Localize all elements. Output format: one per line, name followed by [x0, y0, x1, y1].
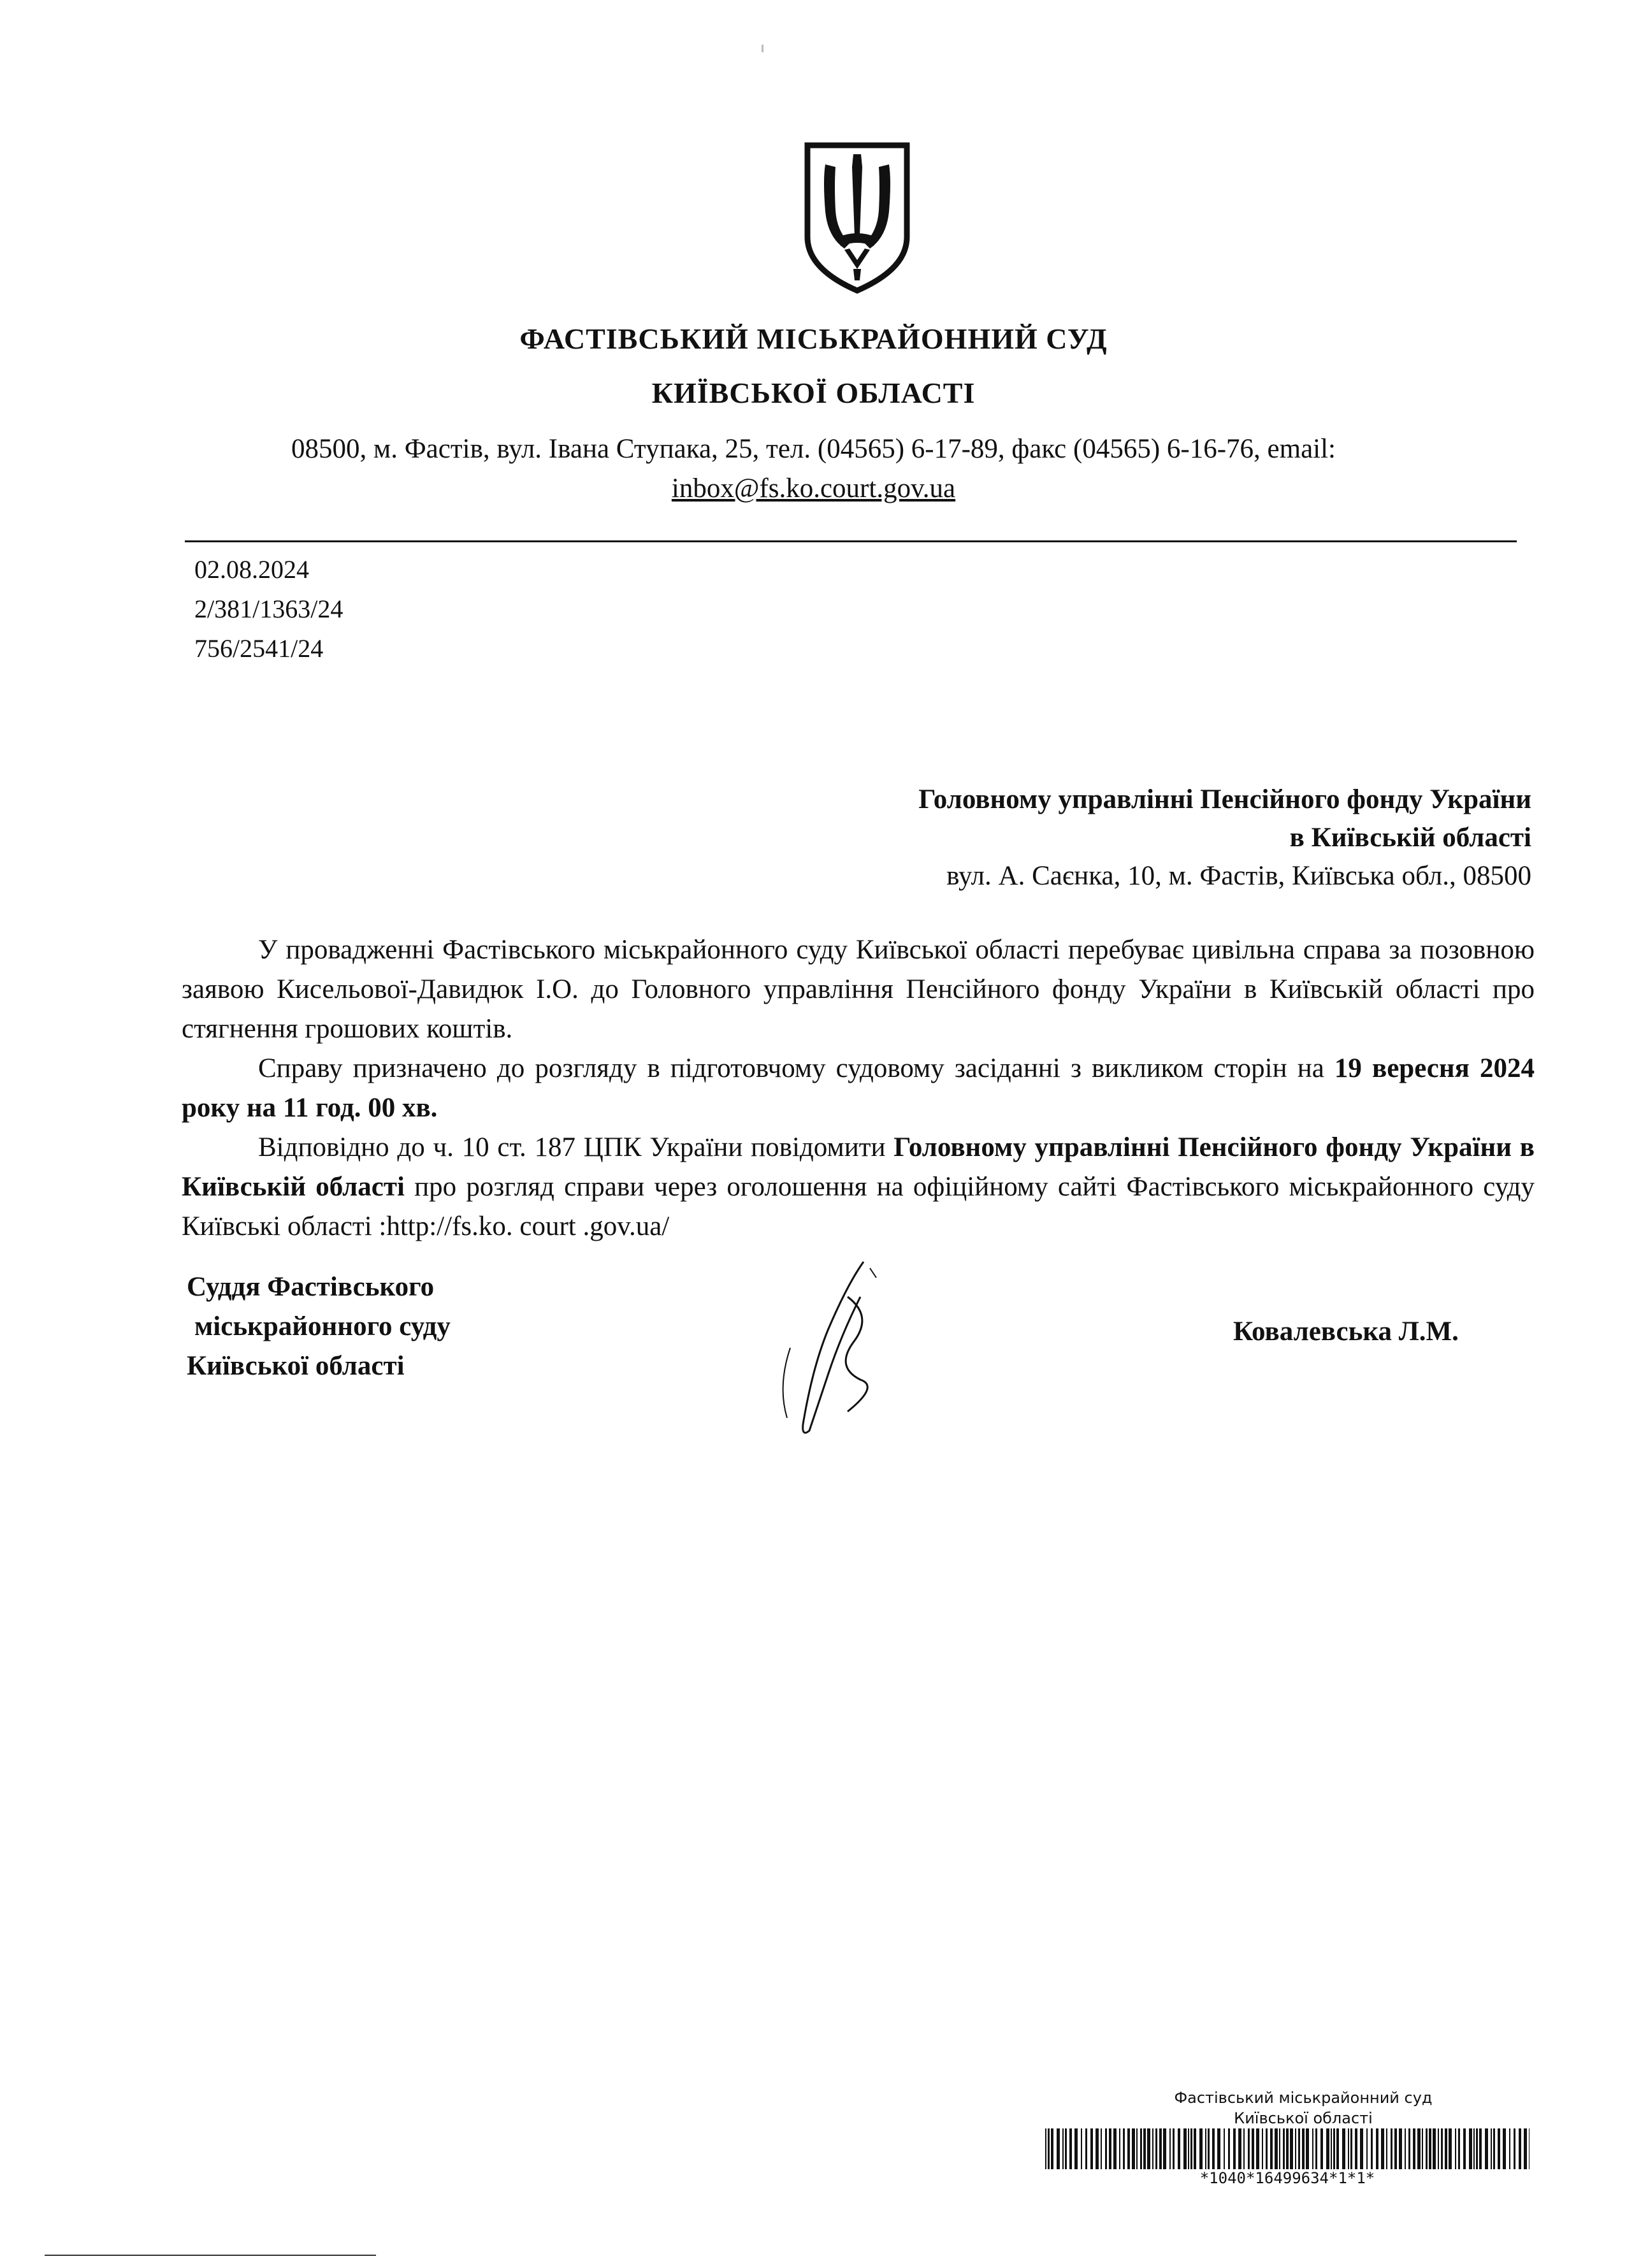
barcode-icon	[1045, 2128, 1529, 2169]
judge-title-line-2: міськрайонного суду	[194, 1311, 451, 1341]
addressee-address: вул. А. Саєнка, 10, м. Фастів, Київська обл., 08500	[946, 861, 1531, 891]
court-email-link[interactable]: inbox@fs.ko.court.gov.ua	[671, 473, 956, 503]
court-region: КИЇВСЬКОЇ ОБЛАСТІ	[651, 377, 976, 409]
judge-name: Ковалевська Л.М.	[1233, 1317, 1459, 1347]
handwritten-signature	[752, 1259, 899, 1443]
notice-text-after: про розгляд справи через оголошення на офіційному сайті Фастівського міськрайонного суду Київські області :http://fs.ko. court .gov.ua/	[182, 1172, 1535, 1241]
judge-title-line-1: Суддя Фастівського	[187, 1272, 435, 1302]
body-paragraph-3	[182, 1128, 1535, 1246]
header-divider	[185, 540, 1517, 542]
addressee-line-2: в Київській області	[1289, 823, 1531, 853]
trident-coat-of-arms-icon	[800, 141, 915, 294]
footer-rule	[45, 2255, 376, 2256]
case-number: 756/2541/24	[194, 634, 324, 663]
scan-speck	[762, 45, 763, 52]
addressee-line-1: Головному управлінні Пенсійного фонду України	[918, 784, 1531, 814]
hearing-datetime: 19 вересня 2024 року на 11 год. 00 хв.	[182, 1053, 1535, 1123]
notice-recipient: Головному управлінні Пенсійного фонду України в Київській області	[182, 1132, 1535, 1202]
notice-text-before: Відповідно до ч. 10 ст. 187 ЦПК України повідомити	[258, 1132, 886, 1162]
stamp-region: Київської області	[1234, 2109, 1373, 2127]
judge-title-line-3: Київської області	[187, 1351, 405, 1381]
outgoing-number: 2/381/1363/24	[194, 595, 343, 623]
court-email-line	[0, 473, 1627, 504]
court-name: ФАСТІВСЬКИЙ МІСЬКРАЙОННИЙ СУД	[519, 322, 1108, 355]
stamp-court-name: Фастівський міськрайонний суд	[1174, 2089, 1433, 2107]
court-address: 08500, м. Фастів, вул. Івана Ступака, 25, тел. (04565) 6-17-89, факс (04565) 6-16-76, email:	[291, 434, 1336, 464]
hearing-text: Справу призначено до розгляду в підготовчому судовому засіданні з викликом сторін на	[258, 1053, 1324, 1083]
letter-body	[182, 930, 1535, 1246]
letter-date: 02.08.2024	[194, 555, 309, 584]
body-paragraph-1: У провадженні Фастівського міськрайонного суду Київської області перебуває цивільна справа за позовною заявою Кисельової-Давидюк І.О. до Головного управління Пенсійного фонду України в Київській області про стягнення грошових коштів.	[182, 935, 1535, 1044]
stamp-barcode-code: *1040*16499634*1*1*	[1199, 2169, 1375, 2187]
body-paragraph-2	[182, 1049, 1535, 1128]
